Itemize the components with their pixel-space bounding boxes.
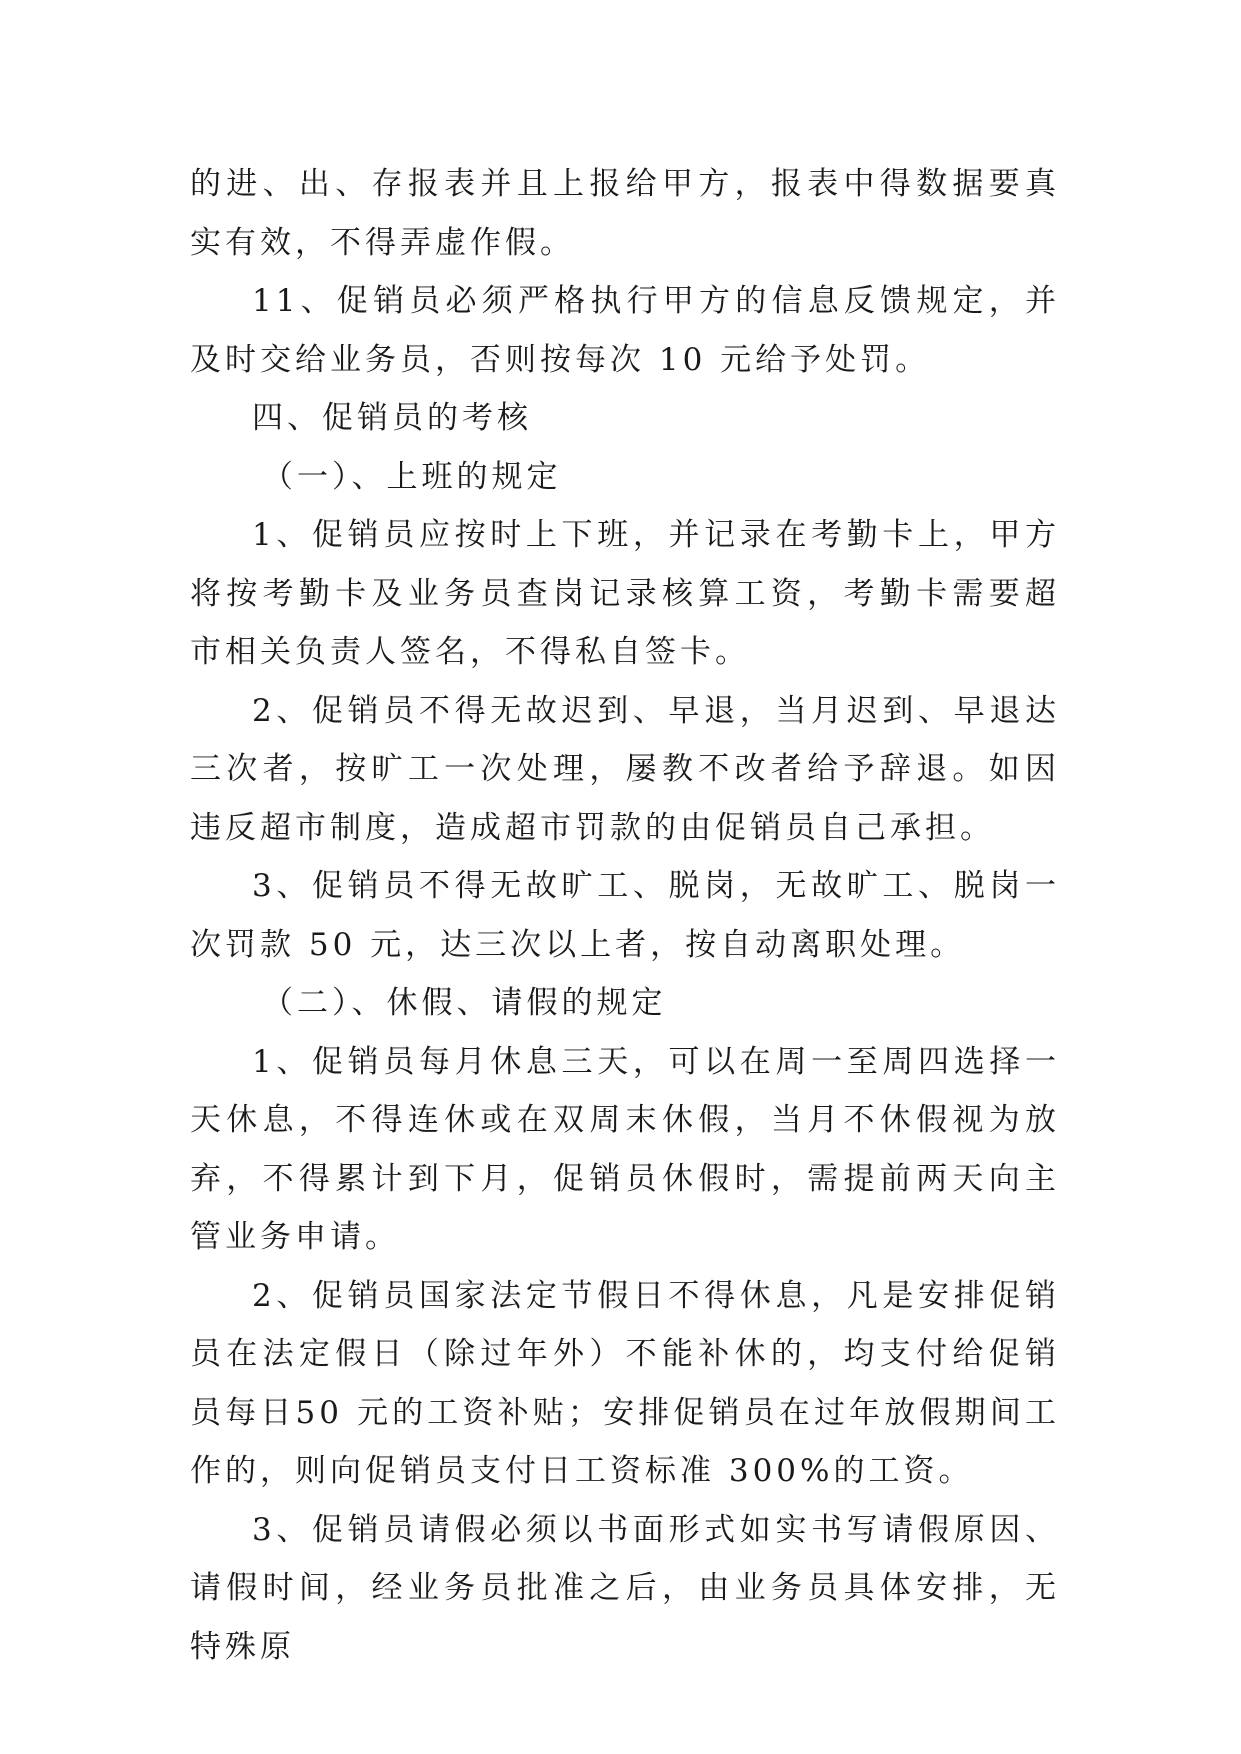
paragraph-work-rule-2: 2、促销员不得无故迟到、早退，当月迟到、早退达三次者，按旷工一次处理，屡教不改者给予辞退。如因违反超市制度，造成超市罚款的由促销员自己承担。 bbox=[190, 692, 1060, 846]
paragraph-work-rule-3: 3、促销员不得无故旷工、脱岗，无故旷工、脱岗一次罚款 50 元，达三次以上者，按自动离职处理。 bbox=[190, 868, 1060, 963]
subsection-heading-leave-rules: （二）、休假、请假的规定 bbox=[262, 985, 667, 1021]
paragraph-leave-rule-3: 3、促销员请假必须以书面形式如实书写请假原因、请假时间，经业务员批准之后，由业务员具体安排，无特殊原 bbox=[190, 1511, 1060, 1665]
paragraph-work-rule-1: 1、促销员应按时上下班，并记录在考勤卡上，甲方将按考勤卡及业务员查岗记录核算工资，考勤卡需要超市相关负责人签名，不得私自签卡。 bbox=[190, 517, 1060, 670]
section-heading-assessment: 四、促销员的考核 bbox=[252, 400, 532, 436]
paragraph-report-continuation: 的进、出、存报表并且上报给甲方，报表中得数据要真实有效，不得弄虚作假。 bbox=[190, 166, 1060, 261]
paragraph-item-11: 11、促销员必须严格执行甲方的信息反馈规定，并及时交给业务员，否则按每次 10 元给予处罚。 bbox=[190, 283, 1060, 378]
paragraph-leave-rule-2: 2、促销员国家法定节假日不得休息，凡是安排促销员在法定假日（除过年外）不能补休的，均支付给促销员每日50 元的工资补贴；安排促销员在过年放假期间工作的，则向促销员支付日工资标准 300%的工资。 bbox=[190, 1277, 1060, 1489]
document-body bbox=[190, 155, 1060, 1676]
subsection-heading-work-rules: （一）、上班的规定 bbox=[262, 458, 562, 495]
paragraph-leave-rule-1: 1、促销员每月休息三天，可以在周一至周四选择一天休息，不得连休或在双周末休假，当月不休假视为放弃，不得累计到下月，促销员休假时，需提前两天向主管业务申请。 bbox=[190, 1043, 1060, 1255]
